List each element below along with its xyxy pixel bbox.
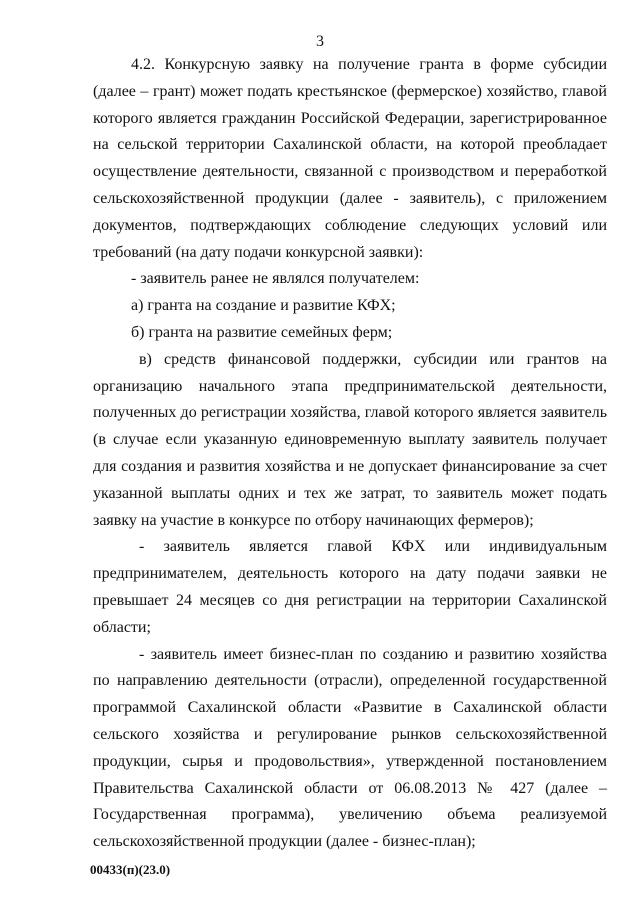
- paragraph-4-2: 4.2. Конкурсную заявку на получение гранта в форме субсидии (далее – грант) может подать крестьянское (фермерское) хозяйство, главой которого является гражданин Российской Федерации, зарегистрированное на сельской территории Сахалинской области, на которой преобладает осуществление деятельности, связанной с производством и переработкой сельскохозяйственной продукции (далее - заявитель), с приложением документов, подтверждающих соблюдение следующих условий или требований (на дату подачи конкурсной заявки):: [93, 56, 607, 261]
- page-number: 3: [316, 33, 324, 50]
- document-body: [93, 52, 607, 856]
- paragraph-item-v: в) средств финансовой поддержки, субсидии или грантов на организацию начального этапа предпринимательской деятельности, полученных до регистрации хозяйства, главой которого является заявитель (в случае если указанную единовременную выплату заявитель получает для создания и развития хозяйства и не допускает финансирование за счет указанной выплаты одних и тех же затрат, то заявитель может подать заявку на участие в конкурсе по отбору начинающих фермеров);: [93, 350, 607, 529]
- paragraph-not-previous-recipient: - заявитель ранее не являлся получателем:: [131, 270, 420, 288]
- document-code: 00433(п)(23.0): [90, 862, 171, 877]
- paragraph-item-b: б) гранта на развитие семейных ферм;: [131, 323, 393, 341]
- paragraph-business-plan: - заявитель имеет бизнес-план по созданию и развитию хозяйства по направлению деятельности (отрасли), определенной государственной программой Сахалинской области «Развитие в Сахалинской области сельского хозяйства и регулирование рынков сельскохозяйственной продукции, сырья и продовольствия», утвержденной постановлением Правительства Сахалинской области от 06.08.2013 № 427 (далее – Государственная программа), увеличению объема реализуемой сельскохозяйственной продукции (далее - бизнес-план);: [93, 645, 607, 851]
- paragraph-head-of-farm: - заявитель является главой КФХ или индивидуальным предпринимателем, деятельность которого на дату подачи заявки не превышает 24 месяцев со дня регистрации на территории Сахалинской области;: [93, 538, 607, 636]
- paragraph-item-a: а) гранта на создание и развитие КФХ;: [131, 297, 396, 315]
